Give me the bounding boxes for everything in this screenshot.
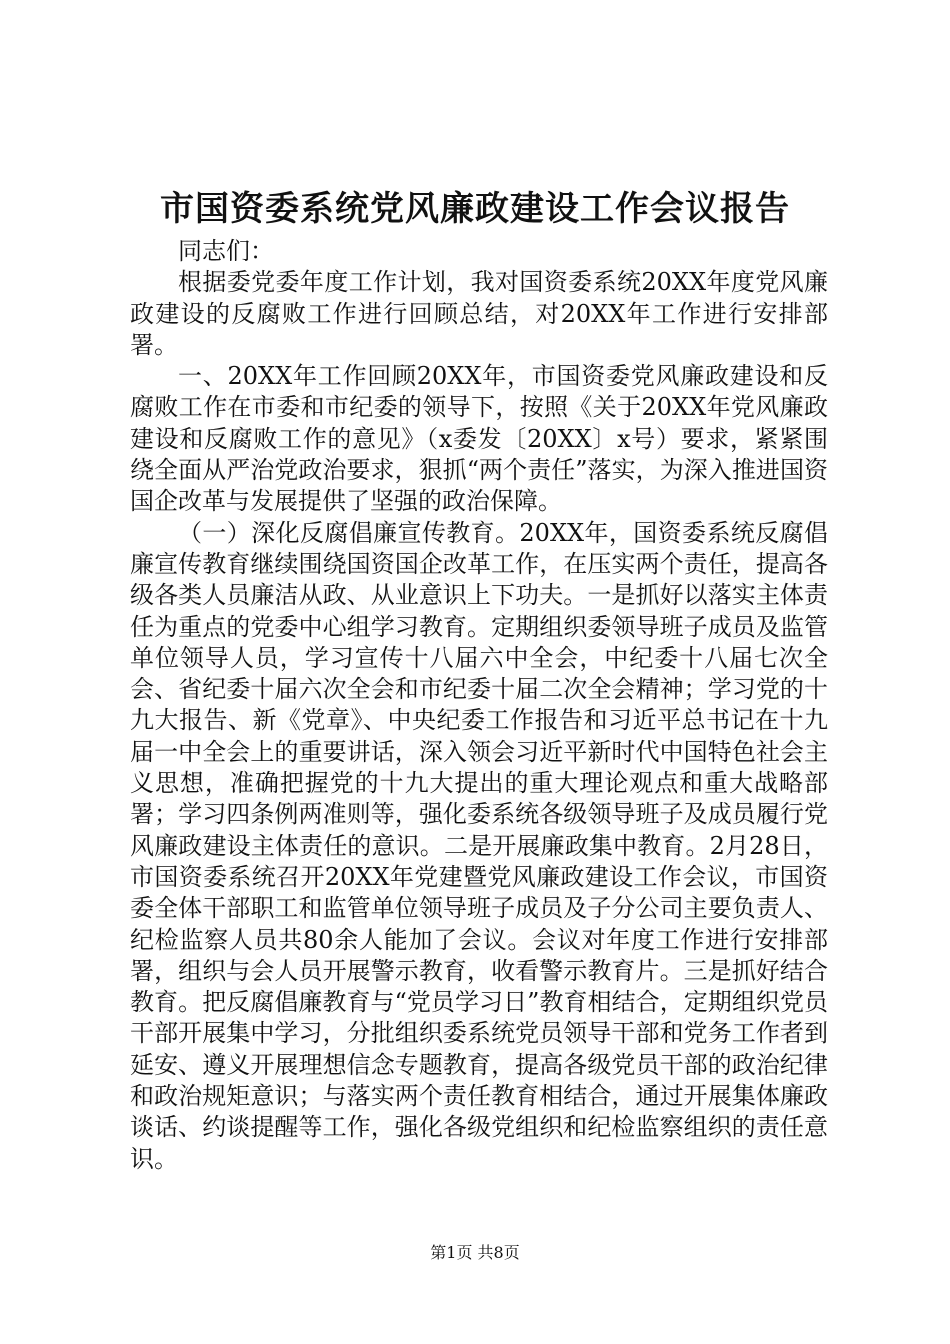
education-paragraph: （一）深化反腐倡廉宣传教育。20XX年，国资委系统反腐倡廉宣传教育继续围绕国资国企改革工作，在压实两个责任，提高各级各类人员廉洁从政、从业意识上下功夫。一是抓好以落实主体责任为重点的党委中心组学习教育。定期组织委领导班子成员及监管单位领导人员，学习宣传十八届六中全会，中纪委十八届七次全会、省纪委十届六次全会和市纪委十届二次全会精神；学习党的十九大报告、新《党章》、中央纪委工作报告和习近平总书记在十九届一中全会上的重要讲话，深入领会习近平新时代中国特色社会主义思想，准确把握党的十九大提出的重大理论观点和重大战略部署；学习四条例两准则等，强化委系统各级领导班子及成员履行党风廉政建设主体责任的意识。二是开展廉政集中教育。2月28日，市国资委系统召开20XX年党建暨党风廉政建设工作会议，市国资委全体干部职工和监管单位领导班子成员及子分公司主要负责人、纪检监察人员共80余人能加了会议。会议对年度工作进行安排部署，组织与会人员开展警示教育，收看警示教育片。三是抓好结合教育。把反腐倡廉教育与“党员学习日”教育相结合，定期组织党员干部开展集中学习，分批组织委系统党员领导干部和党务工作者到延安、遵义开展理想信念专题教育，提高各级党员干部的政治纪律和政治规矩意识；与落实两个责任教育相结合，通过开展集体廉政谈话、约谈提醒等工作，强化各级党组织和纪检监察组织的责任意识。: [130, 518, 828, 1173]
review-paragraph: 一、20XX年工作回顾20XX年，市国资委党风廉政建设和反腐败工作在市委和市纪委的领导下，按照《关于20XX年党风廉政建设和反腐败工作的意见》（x委发〔20XX〕x号）要求，紧紧围绕全面从严治党政治要求，狠抓“两个责任”落实，为深入推进国资国企改革与发展提供了坚强的政治保障。: [130, 362, 828, 516]
intro-paragraph: 根据委党委年度工作计划，我对国资委系统20XX年度党风廉政建设的反腐败工作进行回顾总结，对20XX年工作进行安排部署。: [130, 268, 828, 359]
salutation-paragraph: 同志们：: [178, 237, 274, 265]
document-body: [130, 236, 828, 1175]
page-number: 第1页 共8页: [430, 1243, 520, 1262]
document-title: 市国资委系统党风廉政建设工作会议报告: [160, 189, 790, 229]
